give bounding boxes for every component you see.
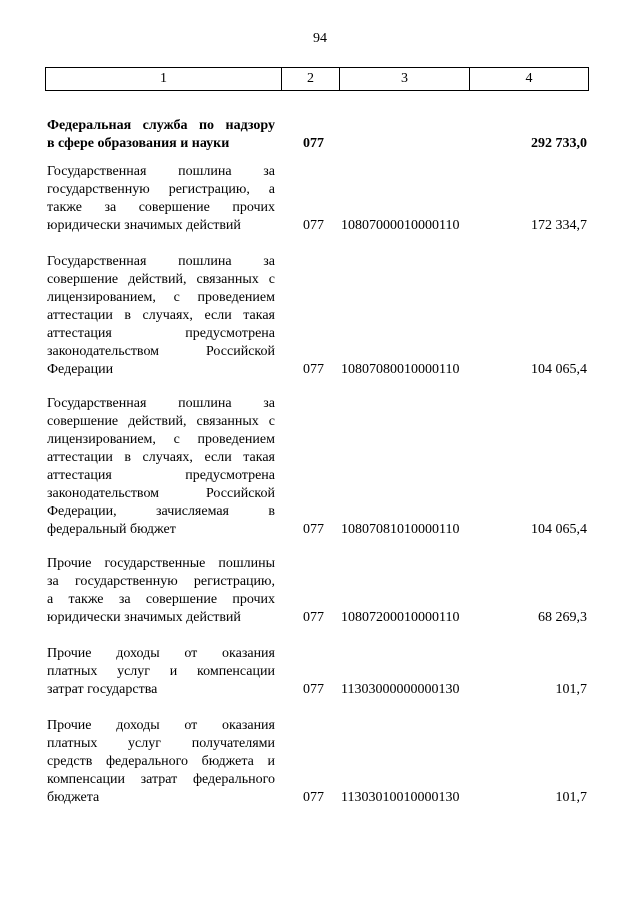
amount: 172 334,7: [531, 218, 587, 233]
kbk-code: 10807000010000110: [341, 218, 460, 233]
row-name-line: Прочие доходы от оказания: [47, 718, 275, 733]
row-name: [47, 117, 275, 153]
admin-code: 077: [303, 790, 324, 805]
row-name-line: лицензированием, с проведением: [47, 290, 275, 305]
row-name-line: аттестации в случаях, если такая: [47, 450, 275, 465]
amount: 101,7: [555, 682, 587, 697]
row-name-line: Государственная пошлина за: [47, 254, 275, 269]
amount: 104 065,4: [531, 362, 587, 377]
row-name-line: также за совершение прочих: [47, 200, 275, 215]
row-name-line: законодательством Российской: [47, 486, 275, 501]
row-name-line: компенсации затрат федерального: [47, 772, 275, 787]
amount: 68 269,3: [538, 610, 587, 625]
header-col-4: 4: [525, 71, 533, 86]
kbk-code: 11303000000000130: [341, 682, 460, 697]
row-name-line: Государственная пошлина за: [47, 164, 275, 179]
row-name-line: юридически значимых действий: [47, 610, 241, 625]
page-number: 94: [313, 31, 327, 46]
row-name-line: Государственная пошлина за: [47, 396, 275, 411]
row-name-line: за государственную регистрацию,: [47, 574, 275, 589]
kbk-code: 10807081010000110: [341, 522, 460, 537]
row-name-line: Федерации, зачисляемая в: [47, 504, 275, 519]
row-name-line: федеральный бюджет: [47, 522, 176, 537]
kbk-code: 10807200010000110: [341, 610, 460, 625]
amount: 104 065,4: [531, 522, 587, 537]
row-name-line: лицензированием, с проведением: [47, 432, 275, 447]
row-name: [47, 645, 275, 699]
row-name: [47, 555, 275, 627]
row-name-line: Федерации: [47, 362, 114, 377]
row-name-line: средств федерального бюджета и: [47, 754, 275, 769]
row-name-line: в сфере образования и науки: [47, 136, 230, 151]
admin-code: 077: [303, 682, 324, 697]
row-name-line: государственную регистрацию, а: [47, 182, 275, 197]
kbk-code: 11303010010000130: [341, 790, 460, 805]
row-name-line: Федеральная служба по надзору: [47, 118, 275, 133]
admin-code: 077: [303, 362, 324, 377]
row-name: [47, 253, 275, 379]
kbk-code: 10807080010000110: [341, 362, 460, 377]
row-name-line: аттестации в случаях, если такая: [47, 308, 275, 323]
row-name-line: аттестация предусмотрена: [47, 468, 275, 483]
row-name-line: аттестация предусмотрена: [47, 326, 275, 341]
row-name-line: платных услуг и компенсации: [47, 664, 275, 679]
header-col-3: 3: [340, 68, 470, 90]
row-name-line: Прочие государственные пошлины: [47, 556, 275, 571]
admin-code: 077: [303, 218, 324, 233]
row-name-line: совершение действий, связанных с: [47, 272, 275, 287]
row-name-line: Прочие доходы от оказания: [47, 646, 275, 661]
row-name-line: затрат государства: [47, 682, 158, 697]
row-name-line: юридически значимых действий: [47, 218, 241, 233]
table-header: [45, 67, 589, 91]
row-name: [47, 163, 275, 235]
row-name: [47, 395, 275, 539]
row-name-line: бюджета: [47, 790, 100, 805]
header-col-2: 2: [282, 68, 340, 90]
row-name-line: совершение действий, связанных с: [47, 414, 275, 429]
amount: 292 733,0: [531, 136, 587, 151]
row-name-line: платных услуг получателями: [47, 736, 275, 751]
row-name: [47, 717, 275, 807]
admin-code: 077: [303, 610, 324, 625]
row-name-line: законодательством Российской: [47, 344, 275, 359]
header-col-1: 1: [46, 68, 282, 90]
amount: 101,7: [555, 790, 587, 805]
row-name-line: а также за совершение прочих: [47, 592, 275, 607]
admin-code: 077: [303, 522, 324, 537]
admin-code: 077: [303, 136, 324, 151]
